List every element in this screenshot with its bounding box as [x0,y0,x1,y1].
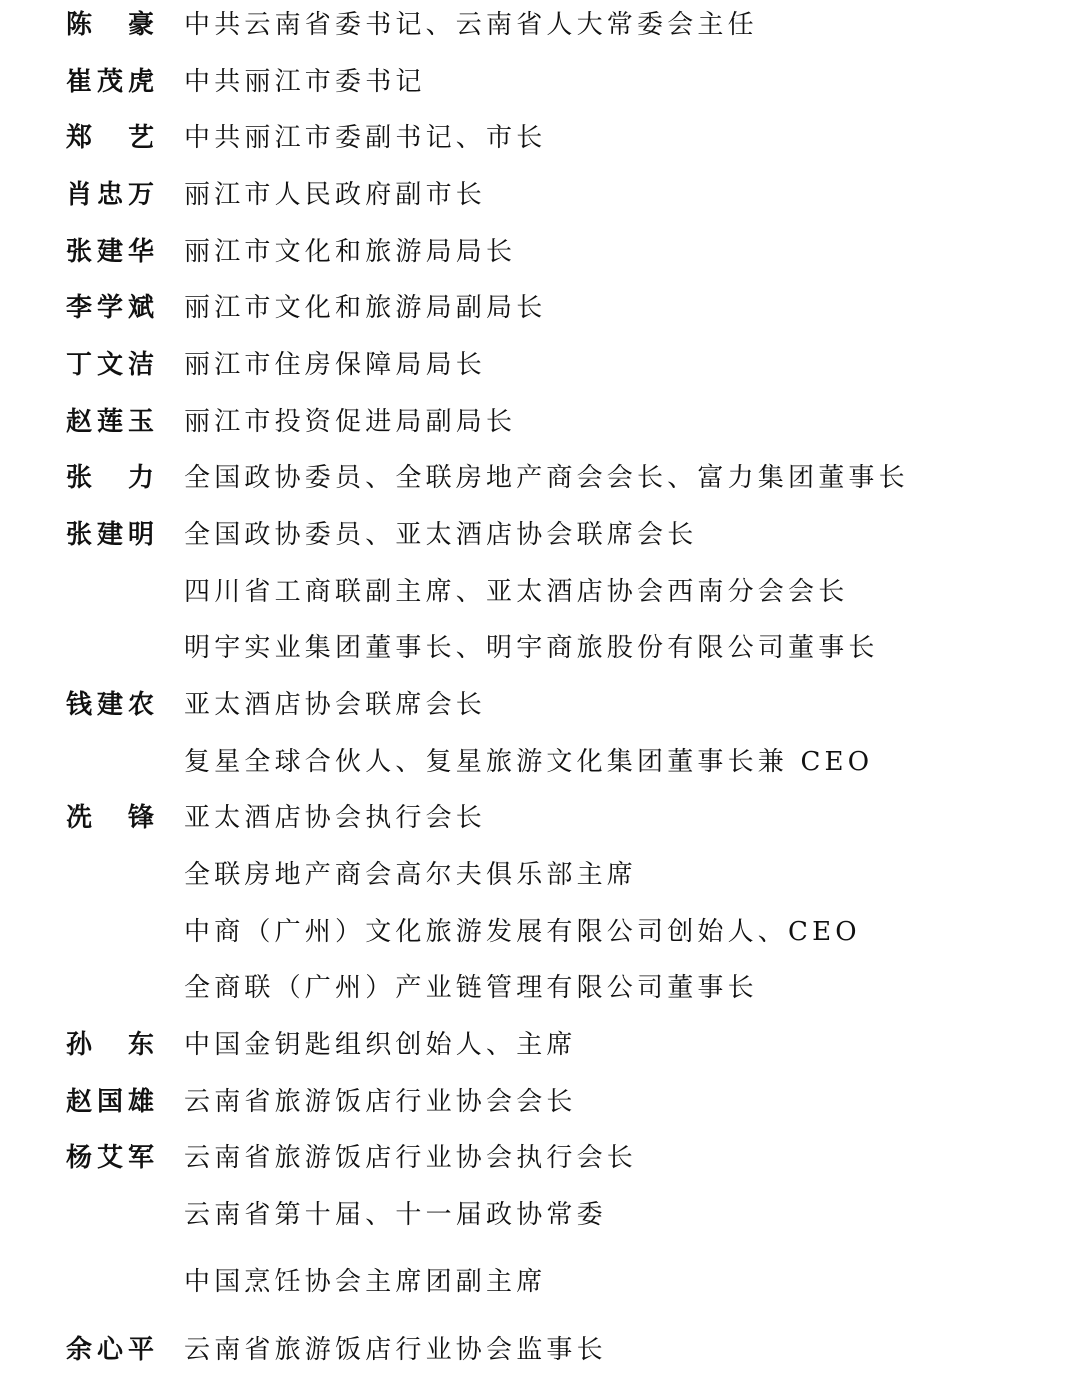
person-name: 冼 锋 [66,803,156,833]
person-title: 亚太酒店协会执行会长 [184,803,487,833]
person-name: 张建华 [66,237,156,267]
person-title: 全商联（广州）产业链管理有限公司董事长 [184,973,758,1003]
person-title: 中共丽江市委副书记、市长 [184,123,547,153]
person-name: 赵国雄 [66,1087,156,1117]
person-name: 赵莲玉 [66,407,156,437]
person-name: 杨艾军 [66,1143,156,1173]
person-name: 余心平 [66,1335,156,1365]
person-name: 张 力 [66,463,156,493]
person-title: 明宇实业集团董事长、明宇商旅股份有限公司董事长 [184,633,879,663]
person-title: 全国政协委员、亚太酒店协会联席会长 [184,520,698,550]
person-title: 中国金钥匙组织创始人、主席 [184,1030,577,1060]
person-name: 肖忠万 [66,180,156,210]
person-title: 四川省工商联副主席、亚太酒店协会西南分会会长 [184,577,849,607]
person-title: 中商（广州）文化旅游发展有限公司创始人、CEO [184,917,861,947]
person-name: 崔茂虎 [66,67,156,97]
person-name: 陈 豪 [66,10,156,40]
person-title: 复星全球合伙人、复星旅游文化集团董事长兼 CEO [184,747,874,777]
person-title: 中共云南省委书记、云南省人大常委会主任 [184,10,758,40]
person-title: 中共丽江市委书记 [184,67,426,97]
person-title: 全联房地产商会高尔夫俱乐部主席 [184,860,638,890]
person-title: 丽江市住房保障局局长 [184,350,487,380]
person-title: 中国烹饪协会主席团副主席 [184,1267,547,1297]
person-title: 全国政协委员、全联房地产商会会长、富力集团董事长 [184,463,909,493]
person-title: 丽江市投资促进局副局长 [184,407,517,437]
person-title: 丽江市人民政府副市长 [184,180,487,210]
person-title: 亚太酒店协会联席会长 [184,690,487,720]
person-title: 云南省旅游饭店行业协会监事长 [184,1335,607,1365]
person-name: 钱建农 [66,690,156,720]
person-title: 云南省旅游饭店行业协会执行会长 [184,1143,638,1173]
person-name: 李学斌 [66,293,156,323]
person-title: 丽江市文化和旅游局副局长 [184,293,547,323]
person-name: 张建明 [66,520,156,550]
person-name: 丁文洁 [66,350,156,380]
person-title: 云南省第十届、十一届政协常委 [184,1200,607,1230]
person-name: 郑 艺 [66,123,156,153]
person-title: 云南省旅游饭店行业协会会长 [184,1087,577,1117]
person-title: 丽江市文化和旅游局局长 [184,237,517,267]
person-name: 孙 东 [66,1030,156,1060]
